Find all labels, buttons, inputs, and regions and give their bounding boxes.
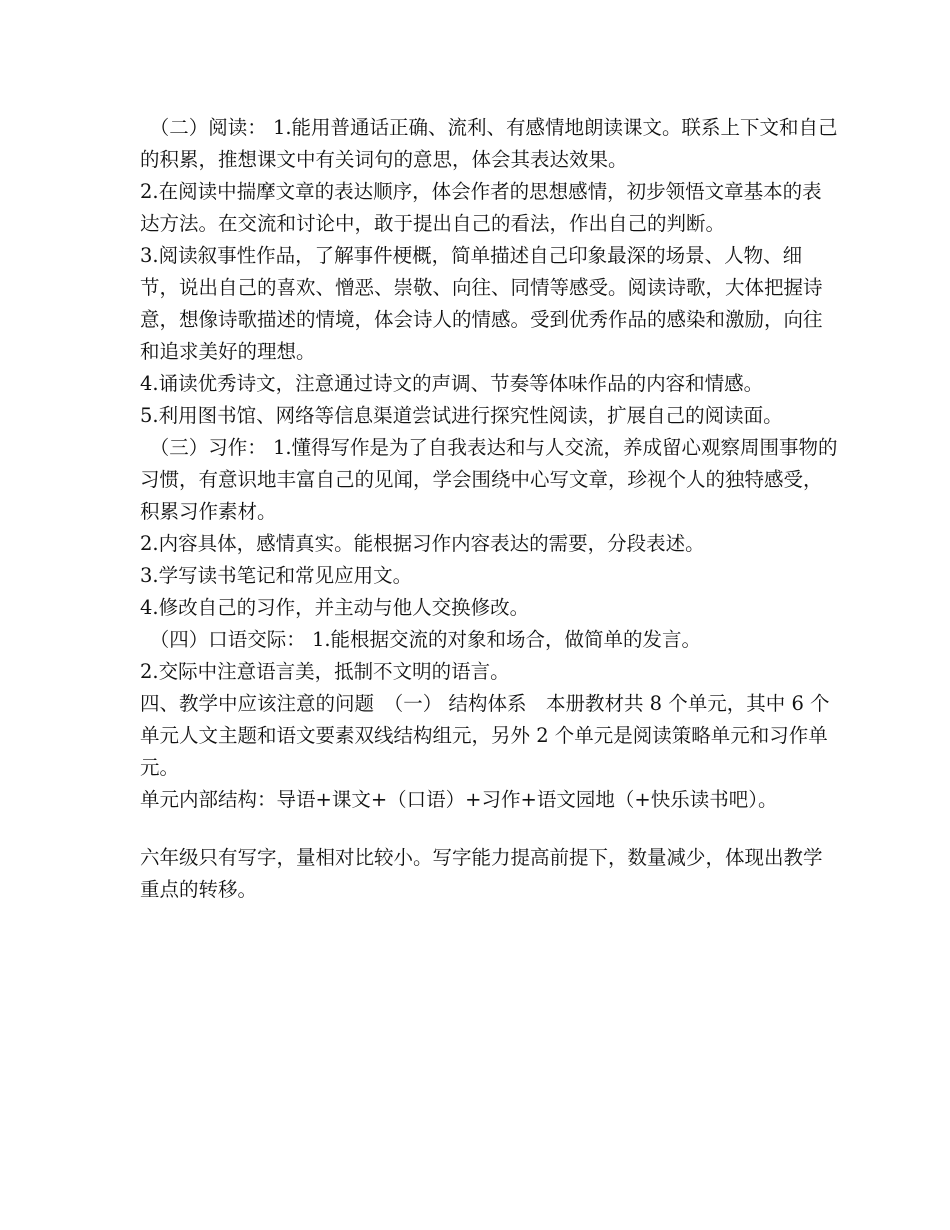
paragraph-writing-goal-1: （三）习作： 1.懂得写作是为了自我表达和与人交流，养成留心观察周围事物的习惯，有意识地丰富自己的见闻，学会围绕中心写文章，珍视个人的独特感受，积累习作素材。 (140, 436, 838, 523)
paragraph-spacer (140, 816, 840, 842)
paragraph-teaching-issues: 四、教学中应该注意的问题 （一） 结构体系 本册教材共 8 个单元，其中 6 个单元人文主题和语文要素双线结构组元，另外 2 个单元是阅读策略单元和习作单元。 (140, 692, 830, 779)
paragraph-grade-six-writing: 六年级只有写字，量相对比较小。写字能力提高前提下，数量减少，体现出教学重点的转移。 (140, 846, 823, 901)
paragraph-reading-goal-2: 2.在阅读中揣摩文章的表达顺序，体会作者的思想感情，初步领悟文章基本的表达方法。在交流和讨论中，敢于提出自己的看法，作出自己的判断。 (140, 180, 822, 235)
paragraph-writing-goal-3: 3.学写读书笔记和常见应用文。 (140, 564, 413, 587)
paragraph-writing-goal-2: 2.内容具体，感情真实。能根据习作内容表达的需要，分段表述。 (140, 532, 705, 555)
paragraph-writing-goal-4: 4.修改自己的习作，并主动与他人交换修改。 (140, 596, 530, 619)
paragraph-unit-structure: 单元内部结构：导语+课文+（口语）+习作+语文园地（+快乐读书吧）。 (140, 788, 778, 811)
paragraph-reading-goal-1: （二）阅读： 1.能用普通话正确、流利、有感情地朗读课文。联系上下文和自己的积累，推想课文中有关词句的意思，体会其表达效果。 (140, 116, 838, 171)
document-body (140, 112, 840, 906)
paragraph-oral-goal-2: 2.交际中注意语言美，抵制不文明的语言。 (140, 660, 510, 683)
paragraph-reading-goal-3: 3.阅读叙事性作品，了解事件梗概，简单描述自己印象最深的场景、人物、细节，说出自己的喜欢、憎恶、崇敬、向往、同情等感受。阅读诗歌，大体把握诗意，想像诗歌描述的情境，体会诗人的情感。受到优秀作品的感染和激励，向往和追求美好的理想。 (140, 244, 823, 363)
paragraph-reading-goal-5: 5.利用图书馆、网络等信息渠道尝试进行探究性阅读，扩展自己的阅读面。 (140, 404, 783, 427)
paragraph-oral-goal-1: （四）口语交际： 1.能根据交流的对象和场合，做简单的发言。 (140, 628, 702, 651)
paragraph-reading-goal-4: 4.诵读优秀诗文，注意通过诗文的声调、节奏等体味作品的内容和情感。 (140, 372, 764, 395)
